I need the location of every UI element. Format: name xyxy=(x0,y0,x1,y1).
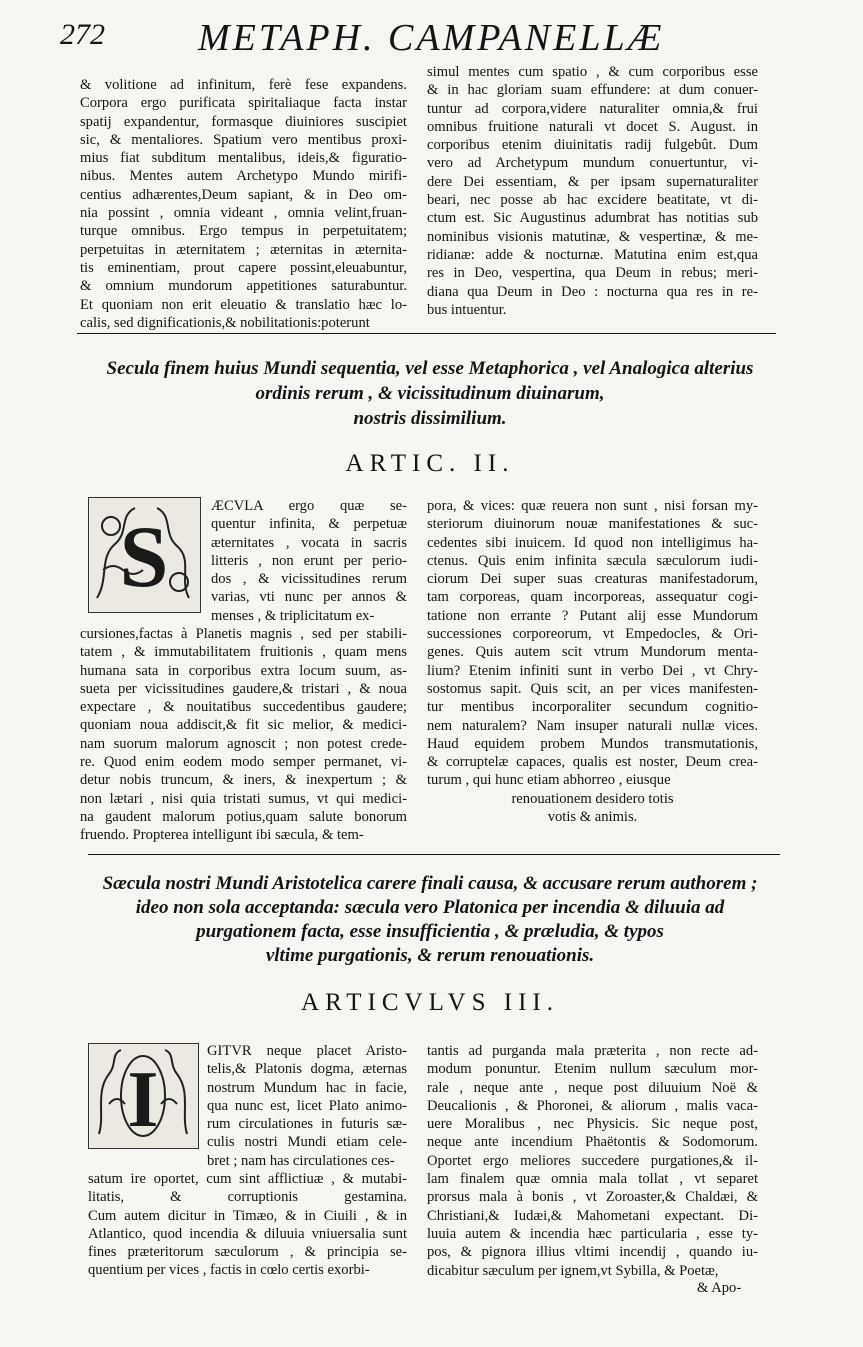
text-line: res in Deo, vespertina, qua Deum in rebus; meri- xyxy=(427,265,758,282)
text-line: nibus. Mentes autem Archetypo Mundo mirifi- xyxy=(80,168,407,185)
text-line: uere Moralibus , nec Physicis. Sic neque post, xyxy=(427,1116,758,1133)
article-2-left-indented xyxy=(211,497,407,625)
text-line: diana qua Deum in Deo : nocturna qua res in re- xyxy=(427,283,758,300)
text-line: perpetuitas in æternitatem ; æternitas in æternita- xyxy=(80,241,407,258)
text-line: centius adhærentes,Deum sapiant, & in Deo om- xyxy=(80,186,407,203)
text-line: purgationem facta, esse insufficientia , & præludia, & typos xyxy=(196,921,664,942)
text-line: nominibus visionis matutinæ, & vespertinæ, & me- xyxy=(427,228,758,245)
text-line: genes. Quis autem scit vtrum Mundorum menta- xyxy=(427,644,758,661)
text-line: rale , neque ante , neque post diluuium Noë & xyxy=(427,1079,758,1096)
text-line: detur nobis truncum, & iners, & inexpertum ; & xyxy=(80,772,407,789)
text-line: quoniam noua addiscit,& fit sic melior, & medici- xyxy=(80,717,407,734)
running-head: METAPH. CAMPANELLÆ xyxy=(198,17,665,59)
text-line: nem naturalem? Nam insuper naturali nullæ vices. xyxy=(427,717,758,734)
text-line: Sæcula nostri Mundi Aristotelica carere finali causa, & accusare rerum authorem ; xyxy=(102,873,758,894)
text-line: Atlantico, quod incendia & diluuia vniuersalia sunt xyxy=(88,1225,407,1242)
text-line: Et quoniam non erit eleuatio & translatio hæc lo- xyxy=(80,296,407,313)
text-line: nam suorum malorum agnoscit ; non potest crede- xyxy=(80,735,407,752)
top-left-column xyxy=(80,76,407,332)
section-divider xyxy=(88,854,780,855)
text-line: vltime purgationis, & rerum renouationis. xyxy=(265,945,595,966)
initial-i-letter: I xyxy=(127,1056,159,1144)
text-line: sic, & mentaliores. Spatium vero mentibus proxi- xyxy=(80,131,407,148)
text-line: dicabitur sæculum per ignem,vt Sybilla, & Poetæ, xyxy=(427,1262,719,1279)
text-line: non lætari , nisi quia tristati sumus, vt qui medici- xyxy=(80,790,407,807)
text-line: culis nostri Mundi etiam cele- xyxy=(207,1134,407,1151)
text-line: steriorum diuinorum nouæ manifestationes & suc- xyxy=(427,516,758,533)
text-line: fruendo. Propterea intelligunt ibi sæcula, & tem- xyxy=(80,827,364,844)
text-line: qua nunc est, licet Plato animo- xyxy=(207,1097,407,1114)
text-line: cursiones,factas à Planetis magnis , sed per stabili- xyxy=(80,626,407,642)
text-line: beari, nec posse ab hac excidere beatitate, vt di- xyxy=(427,192,758,209)
text-line: tur mentibus incorporaliter secundum cognitio- xyxy=(427,699,758,716)
text-line: lam finalem quæ omnia mala tollat , vt separet xyxy=(427,1171,758,1188)
article-3-right-column xyxy=(427,1042,758,1280)
text-line: sostomus sapit. Quis scit, an per vices manifesten- xyxy=(427,680,758,697)
article-3-left-column xyxy=(88,1170,407,1280)
text-line: dos , & vicissitudines rerum xyxy=(211,571,407,588)
initial-s-letter: S xyxy=(119,509,169,606)
text-line: turque omnibus. Ergo tempus in perpetuitatem; xyxy=(80,223,407,240)
text-line: votis & animis. xyxy=(547,809,638,826)
text-line: litatis, & corruptionis gestamina. xyxy=(88,1189,407,1206)
section-divider xyxy=(77,333,776,334)
text-line: tatem , & immutabilitatem fruitionis , quam mens xyxy=(80,644,407,661)
text-line: renouationem desidero totis xyxy=(511,791,674,807)
text-line: ideo non sola acceptanda: sæcula vero Platonica per incendia & diluuia ad xyxy=(135,897,725,918)
text-line: successiones corporeorum, vt Empedocles, & Ori- xyxy=(427,626,758,643)
text-line: æternitates , vocata in sacris xyxy=(211,534,407,551)
text-line: tuntur ad corpora,videre naturaliter omnia,& frui xyxy=(427,100,758,117)
text-line: ordinis rerum , & vicissitudinum diuinarum, xyxy=(255,383,605,404)
text-line: Christiani,& Iudæi,& Mahometani expectant. Di- xyxy=(427,1207,758,1224)
text-line: mius fiat subditum mentalibus, ideis,& figuratio- xyxy=(80,150,407,167)
text-line: Corpora ergo purificata spiritaliaque facta instar xyxy=(80,95,407,112)
text-line: telis,& Platonis dogma, æternas xyxy=(207,1061,407,1078)
text-line: GITVR neque placet Aristo- xyxy=(207,1043,407,1059)
page-number: 272 xyxy=(60,18,105,51)
decorated-initial-i-icon xyxy=(89,1044,198,1148)
text-line: re. Quod enim eodem modo semper permanet, vi- xyxy=(80,754,407,771)
text-line: prorsus mala à bonis , vt Zoroaster,& Chaldæi, & xyxy=(427,1189,758,1206)
text-line: nia possint , omnia videant , omnia velint,fruan- xyxy=(80,205,407,222)
text-line: & corruptelæ capaces, qualis est noster, Deum crea- xyxy=(427,754,758,771)
text-line: quentur infinita, & perpetuæ xyxy=(211,516,407,533)
text-line: Secula finem huius Mundi sequentia, vel esse Metaphorica , vel Analogica alterius xyxy=(106,358,754,379)
rubric-article-3 xyxy=(80,872,780,968)
text-line: simul mentes cum spatio , & cum corporibus esse xyxy=(427,64,758,80)
text-line: na gaudent malorum potius,quam salute bonorum xyxy=(80,808,407,825)
text-line: & in hac gloriam suam effundere: at dum conuer- xyxy=(427,82,758,99)
text-line: varias, vti nunc per annos & xyxy=(211,589,407,606)
text-line: litteris , non erunt per perio- xyxy=(211,552,407,569)
text-line: ridianæ: adde & nocturnæ. Matutina enim est,qua xyxy=(427,246,758,263)
text-line: Oportet ergo meliores succedere purgationes,& il- xyxy=(427,1152,758,1169)
article-heading-3: ARTICVLVS III. xyxy=(301,989,559,1016)
text-line: modum ponuntur. Etenim nullum sæculum mor- xyxy=(427,1061,758,1078)
text-line: bret ; nam has circulationes ces- xyxy=(207,1152,395,1169)
article-2-right-closing xyxy=(427,790,758,827)
text-line: ÆCVLA ergo quæ se- xyxy=(211,498,407,514)
text-line: omnibus fruitione naturali vt docet S. August. in xyxy=(427,118,758,135)
article-2-right-column xyxy=(427,497,758,790)
text-line: tatione non errante ? Putant alij esse Mundorum xyxy=(427,607,758,624)
text-line: corporibus etenim diuinitatis radij fulgebût. Dum xyxy=(427,137,758,154)
text-line: nostris dissimilium. xyxy=(353,408,507,429)
text-line: menses , & triplicitatum ex- xyxy=(211,607,375,624)
text-line: dere Dei essentiam, & per ipsam supernaturaliter xyxy=(427,173,758,190)
text-line: tantis ad purganda mala præterita , non recte ad- xyxy=(427,1043,758,1059)
article-2-left-column xyxy=(80,625,407,845)
text-line: fines præteritorum sæculorum , & principia se- xyxy=(88,1244,407,1261)
text-line: tam corporeas, quam incorporeas, assequatur cogi- xyxy=(427,589,758,606)
text-line: quentium per vices , factis in cœlo certis exorbi- xyxy=(88,1262,370,1279)
rubric-article-2 xyxy=(80,356,780,431)
text-line: ciorum Dei super suas creaturas manifestadorum, xyxy=(427,571,758,588)
text-line: expectare , & nouitatibus succedentibus gaudere; xyxy=(80,699,407,716)
text-line: & volitione ad infinitum, ferè fese expandens. xyxy=(80,77,407,93)
text-line: vero ad Archetypum mundum conuertuntur, vi- xyxy=(427,155,758,172)
text-line: satum ire oportet, cum sint afflictiuæ , & mutabi- xyxy=(88,1171,407,1187)
text-line: cedentes sibi inuicem. Id quod non intelligimus ha- xyxy=(427,534,758,551)
text-line: spatij expandentur, formasque diuiniores suscipiet xyxy=(80,113,407,130)
text-line: Haud equidem probem Mundos transmutationis, xyxy=(427,735,758,752)
text-line: calis, sed dignificationis,& nobilitationis:poterunt xyxy=(80,314,370,331)
text-line: ctenus. Quis enim infinita sæcula sæculorum iudi- xyxy=(427,552,758,569)
text-line: turum , qui hunc etiam abhorreo , eiusque xyxy=(427,772,671,789)
text-line: humana sata in corporibus extra locum suum, as- xyxy=(80,662,407,679)
text-line: nostrum Mundum hac in facie, xyxy=(207,1079,407,1096)
text-line: Cum autem dicitur in Timæo, & in Ciuili , & in xyxy=(88,1207,407,1224)
decorated-initial-s-icon xyxy=(89,498,200,612)
text-line: & omnium mundorum appetitiones saturabuntur. xyxy=(80,278,407,295)
text-line: Deucalionis , & Phoronei, & aliorum , malis vaca- xyxy=(427,1097,758,1114)
top-right-column xyxy=(427,63,758,319)
text-line: ctum est. Sic Augustinus adumbrat has notitias sub xyxy=(427,210,758,227)
text-line: rum circulationes in futuris sæ- xyxy=(207,1116,407,1133)
article-3-left-indented xyxy=(207,1042,407,1170)
text-line: luuia autem & incendia hæc particularia , esse ty- xyxy=(427,1225,758,1242)
text-line: bus intuentur. xyxy=(427,301,507,318)
decorated-initial-i xyxy=(88,1043,199,1149)
text-line: pora, & vices: quæ reuera non sunt , nisi forsan my- xyxy=(427,498,758,514)
text-line: neque ante incendium Phaëtontis & Sodomorum. xyxy=(427,1134,758,1151)
decorated-initial-s xyxy=(88,497,201,613)
catchword: & Apo- xyxy=(697,1280,742,1296)
text-line: tis eminentiam, prout capere possint,eleuabuntur, xyxy=(80,259,407,276)
text-line: sueta per vicissitudines gaudere,& tristari , & noua xyxy=(80,680,407,697)
text-line: pos, & pignora illius vltimi incendij , quando iu- xyxy=(427,1244,758,1261)
article-heading-2: ARTIC. II. xyxy=(345,450,515,477)
text-line: lium? Etenim infiniti sunt in verbo Dei , vt Chry- xyxy=(427,662,758,679)
